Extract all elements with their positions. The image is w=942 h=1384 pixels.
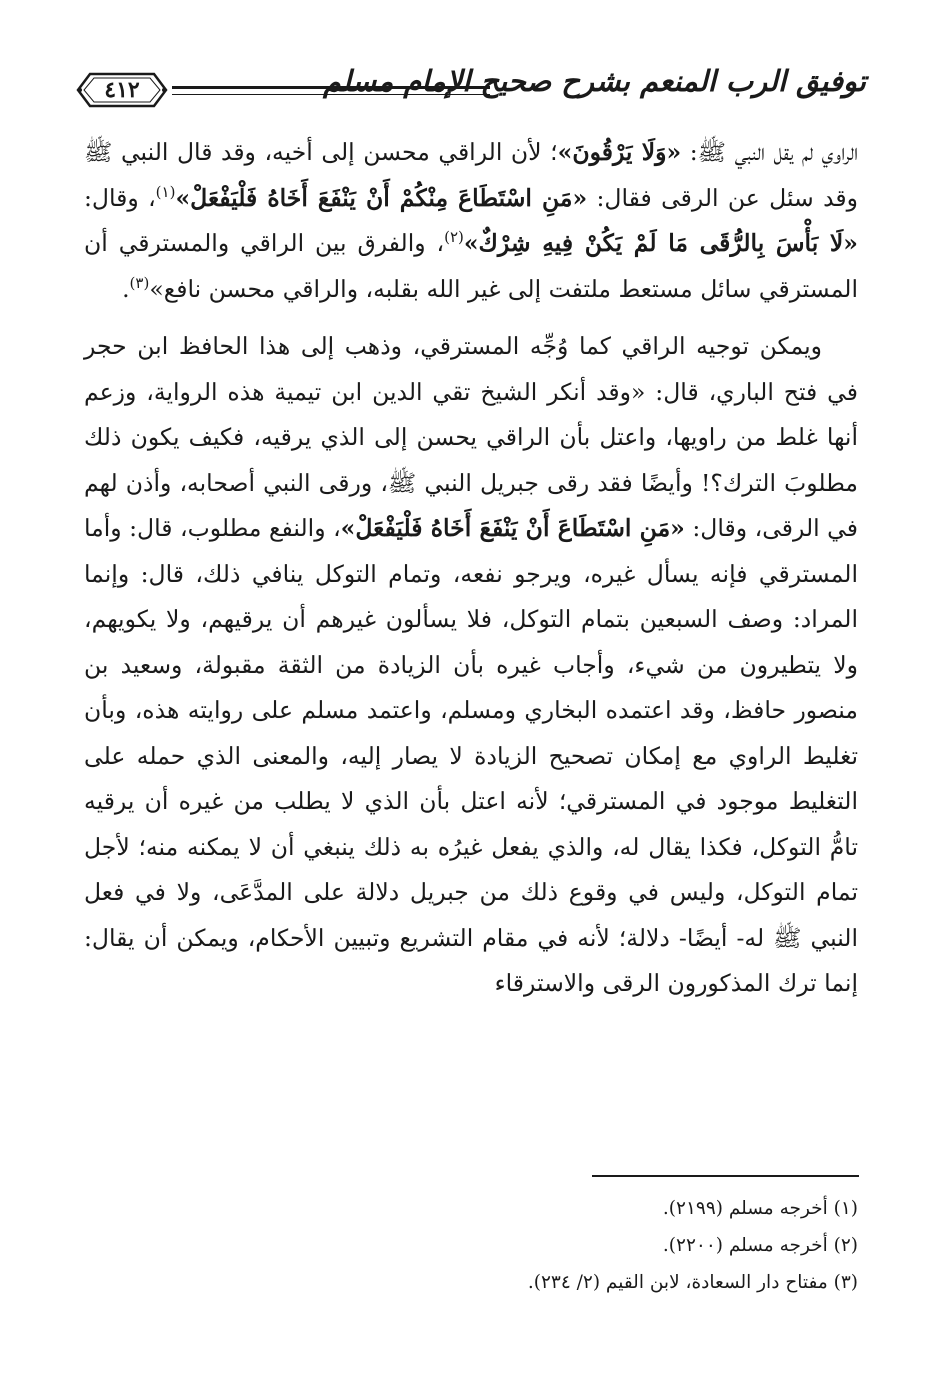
paragraph-1 <box>84 130 858 312</box>
text-run: ؛ لأن الراقي محسن إلى أخيه، وقد قال النبي ﷺ وقد سئل عن الرقى فقال: <box>84 138 858 212</box>
footnote-2: (٢) أخرجه مسلم (٢٢٠٠). <box>662 1235 858 1256</box>
text-run: . <box>122 274 130 303</box>
text-run: الراوي لم يقل النبي ﷺ: <box>681 138 858 166</box>
text-run: ، والنفع مطلوب، قال: وأما المسترقي فإنه يسأل غيره، ويرجو نفعه، وتمام التوكل ينافي ذلك، قال: وإنما المراد: وصف السبعين بتمام التوكل، فلا يسألون غيرهم أن يرقيهم، ولا يكويهم، ولا يتطيرون من شيء، وأجاب غيره بأن الزيادة من الثقة مقبولة، وسعيد بن منصور حافظ، وقد اعتمده البخاري ومسلم، واعتمد مسلم على روايته هذه، وبأن تغليط الراوي مع إمكان تصحيح الزيادة لا يصار إليه، والمعنى الذي حمله على التغليط موجود في المسترقي؛ لأنه اعتل بأن الذي لا يطلب من غيره أن يرقيه تامُّ التوكل، فكذا يقال له، والذي يفعل غيرُه به ذلك ينبغي أن لا يمكنه منه؛ لأجل تمام التوكل، وليس في وقوع ذلك من جبريل دلالة على المدَّعَى، ولا في فعل النبي ﷺ له- أيضًا- دلالة؛ لأنه في مقام التشريع وتبيين الأحكام، ويمكن أن يقال: إنما ترك المذكورون الرقى والاسترقاء <box>84 514 858 997</box>
paragraph-2 <box>84 324 858 1007</box>
footnote-ref-3[interactable]: (٣) <box>129 273 150 292</box>
hadith-quote: «مَنِ اسْتَطَاعَ أَنْ يَنْفَعَ أَخَاهُ فَلْيَفْعَلْ» <box>340 514 685 542</box>
hadith-quote: «مَنِ اسْتَطَاعَ مِنْكُمْ أَنْ يَنْفَعَ أَخَاهُ فَلْيَفْعَلْ» <box>175 183 588 212</box>
hadith-quote: «لَا بَأْسَ بِالرُّقَى مَا لَمْ يَكُنْ فِيهِ شِرْكٌ» <box>463 229 858 257</box>
footnote-separator <box>592 1175 859 1177</box>
text-run: ، والفرق بين الراقي والمسترقي أن المسترقي سائل مستعط ملتفت إلى غير الله بقلبه، والراقي محسن نافع» <box>84 229 858 303</box>
footnote-3: (٣) مفتاح دار السعادة، لابن القيم (٢/ ٢٣٤). <box>527 1272 858 1293</box>
footnote-ref-2[interactable]: (٢) <box>444 228 464 247</box>
page-header <box>76 62 866 120</box>
text-run: ، وقال: <box>84 183 156 212</box>
page-number-ornament <box>76 70 168 110</box>
text-run: ويمكن توجيه الراقي كما وُجِّه المسترقي، وذهب إلى هذا الحافظ ابن حجر في فتح الباري، قال: «وقد أنكر الشيخ تقي الدين ابن تيمية هذه الرواية، وزعم أنها غلط من راويها، واعتل بأن الراقي يحسن إلى الذي يرقيه، فكيف يكون ذلك مطلوبَ الترك؟! وأيضًا فقد رقى جبريل النبي ﷺ، ورقى النبي أصحابه، وأذن لهم في الرقى، وقال: <box>84 332 859 542</box>
page-number: ٤١٢ <box>104 77 140 103</box>
footnote-ref-1[interactable]: (١) <box>155 182 176 201</box>
footnote-1: (١) أخرجه مسلم (٢١٩٩). <box>662 1198 858 1219</box>
footnotes <box>84 1190 858 1301</box>
book-title: توفيق الرب المنعم بشرح صحيح الإمام مسلم <box>322 64 866 98</box>
main-text <box>84 130 858 1007</box>
hadith-quote: «وَلَا يَرْقُونَ» <box>557 138 682 166</box>
